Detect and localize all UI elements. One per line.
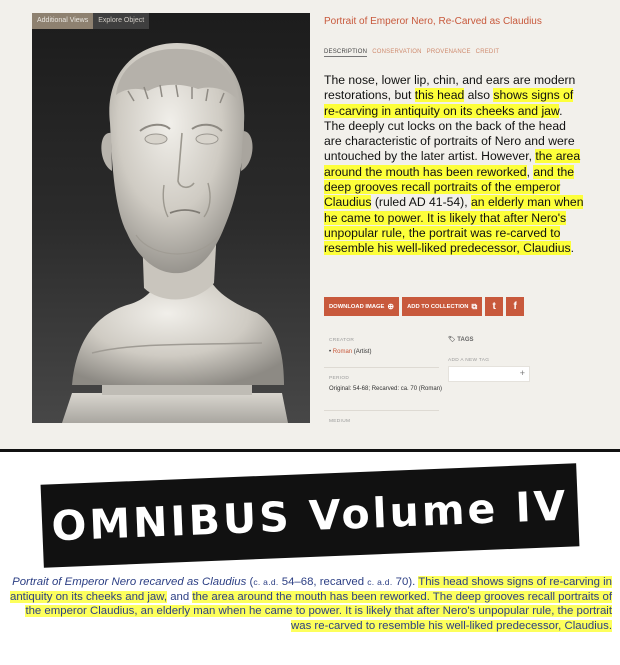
desc-highlight: shows signs of re-carving in antiquity on its cheeks and jaw bbox=[324, 88, 574, 118]
tags-label: TAGS bbox=[457, 337, 474, 343]
download-image-button[interactable] bbox=[324, 297, 399, 316]
add-tag-icon[interactable]: + bbox=[519, 368, 525, 378]
caption-text: 54–68, recarved bbox=[278, 576, 368, 588]
tab-explore-object[interactable]: Explore Object bbox=[93, 13, 149, 29]
desc-highlight: this head bbox=[414, 88, 465, 103]
tab-additional-views[interactable]: Additional Views bbox=[32, 13, 93, 29]
desc-text: (ruled AD 41-54), bbox=[371, 195, 472, 210]
add-tag-label: ADD A NEW TAG bbox=[448, 358, 490, 363]
artwork-title: Portrait of Emperor Nero, Re-Carved as Claudius bbox=[324, 16, 542, 27]
caption-era: c. a.d. bbox=[253, 577, 279, 587]
period-label: PERIOD bbox=[329, 376, 350, 381]
tag-icon: 🏷 bbox=[448, 337, 456, 343]
banner-title: OMNIBUS Volume IV bbox=[50, 481, 570, 550]
creator-link[interactable]: Roman bbox=[332, 349, 353, 355]
desc-highlight: and the deep grooves recall portraits of the emperor Claudius bbox=[324, 164, 575, 210]
bust-photo bbox=[32, 13, 310, 423]
collection-icon: ⧉ bbox=[471, 301, 478, 311]
tab-description[interactable]: DESCRIPTION bbox=[324, 49, 368, 55]
tab-conservation[interactable]: CONSERVATION bbox=[372, 49, 422, 55]
tab-provenance[interactable]: PROVENANCE bbox=[426, 49, 471, 55]
facebook-icon[interactable]: f bbox=[506, 297, 524, 316]
caption-text: ( bbox=[246, 576, 254, 588]
info-tabs bbox=[324, 49, 499, 57]
period-value: Original: 54-68; Recarved: ca. 70 (Roman) bbox=[329, 386, 443, 392]
desc-text: The nose, lower lip, chin, and ears are modern restorations, but bbox=[324, 73, 576, 103]
action-bar bbox=[324, 297, 524, 316]
caption-text: and bbox=[167, 590, 193, 603]
divider bbox=[324, 410, 439, 411]
viewer-tabs bbox=[32, 13, 149, 29]
desc-text: . The deeply cut locks on the back of the head are characteristic of portraits of Nero and were untouched by the later artist. However, bbox=[324, 103, 575, 164]
description-text bbox=[324, 73, 586, 257]
creator-label: CREATOR bbox=[329, 338, 355, 343]
tag-input[interactable] bbox=[448, 366, 530, 382]
tags-heading bbox=[448, 336, 474, 343]
twitter-icon[interactable]: t bbox=[485, 297, 503, 316]
desc-text: , bbox=[526, 164, 534, 179]
image-viewer[interactable] bbox=[32, 13, 310, 423]
desc-highlight: the area around the mouth has been reworked bbox=[324, 149, 581, 179]
desc-text: also bbox=[464, 88, 494, 103]
medium-label: MEDIUM bbox=[329, 419, 351, 424]
download-label: DOWNLOAD IMAGE bbox=[329, 303, 385, 310]
title-banner bbox=[41, 463, 580, 567]
caption-text: 70). bbox=[392, 576, 419, 588]
collection-label: ADD TO COLLECTION bbox=[407, 303, 469, 310]
desc-highlight: an elderly man when he came to power. It is likely that after Nero's unpopular rule, the portrait was re-carved to resemble his well-liked predecessor, Claudius bbox=[324, 195, 584, 256]
caption-title: Portrait of Emperor Nero recarved as Claudius bbox=[12, 576, 247, 588]
desc-text: . bbox=[570, 241, 574, 256]
tab-credit[interactable]: CREDIT bbox=[475, 49, 500, 55]
creator-role: (Artist) bbox=[352, 349, 372, 355]
add-to-collection-button[interactable] bbox=[402, 297, 482, 316]
separator-rule bbox=[0, 449, 620, 452]
caption-era: c. a.d. bbox=[367, 577, 393, 587]
creator-value: • Roman (Artist) bbox=[329, 349, 372, 355]
info-panel bbox=[324, 0, 620, 449]
divider bbox=[324, 367, 439, 368]
caption-highlight: the area around the mouth has been reworked. The deep grooves recall portraits of the emperor Claudius, an elderly man when he came to power. It is likely that after Nero's unpopular rule, the portrait was re-carved to resemble his well-liked predecessor, Claudius. bbox=[25, 590, 612, 632]
caption-highlight: This head shows signs of re-carving in antiquity on its cheeks and jaw, bbox=[10, 576, 612, 603]
book-caption bbox=[10, 575, 612, 633]
download-icon: ⊕ bbox=[387, 302, 395, 311]
